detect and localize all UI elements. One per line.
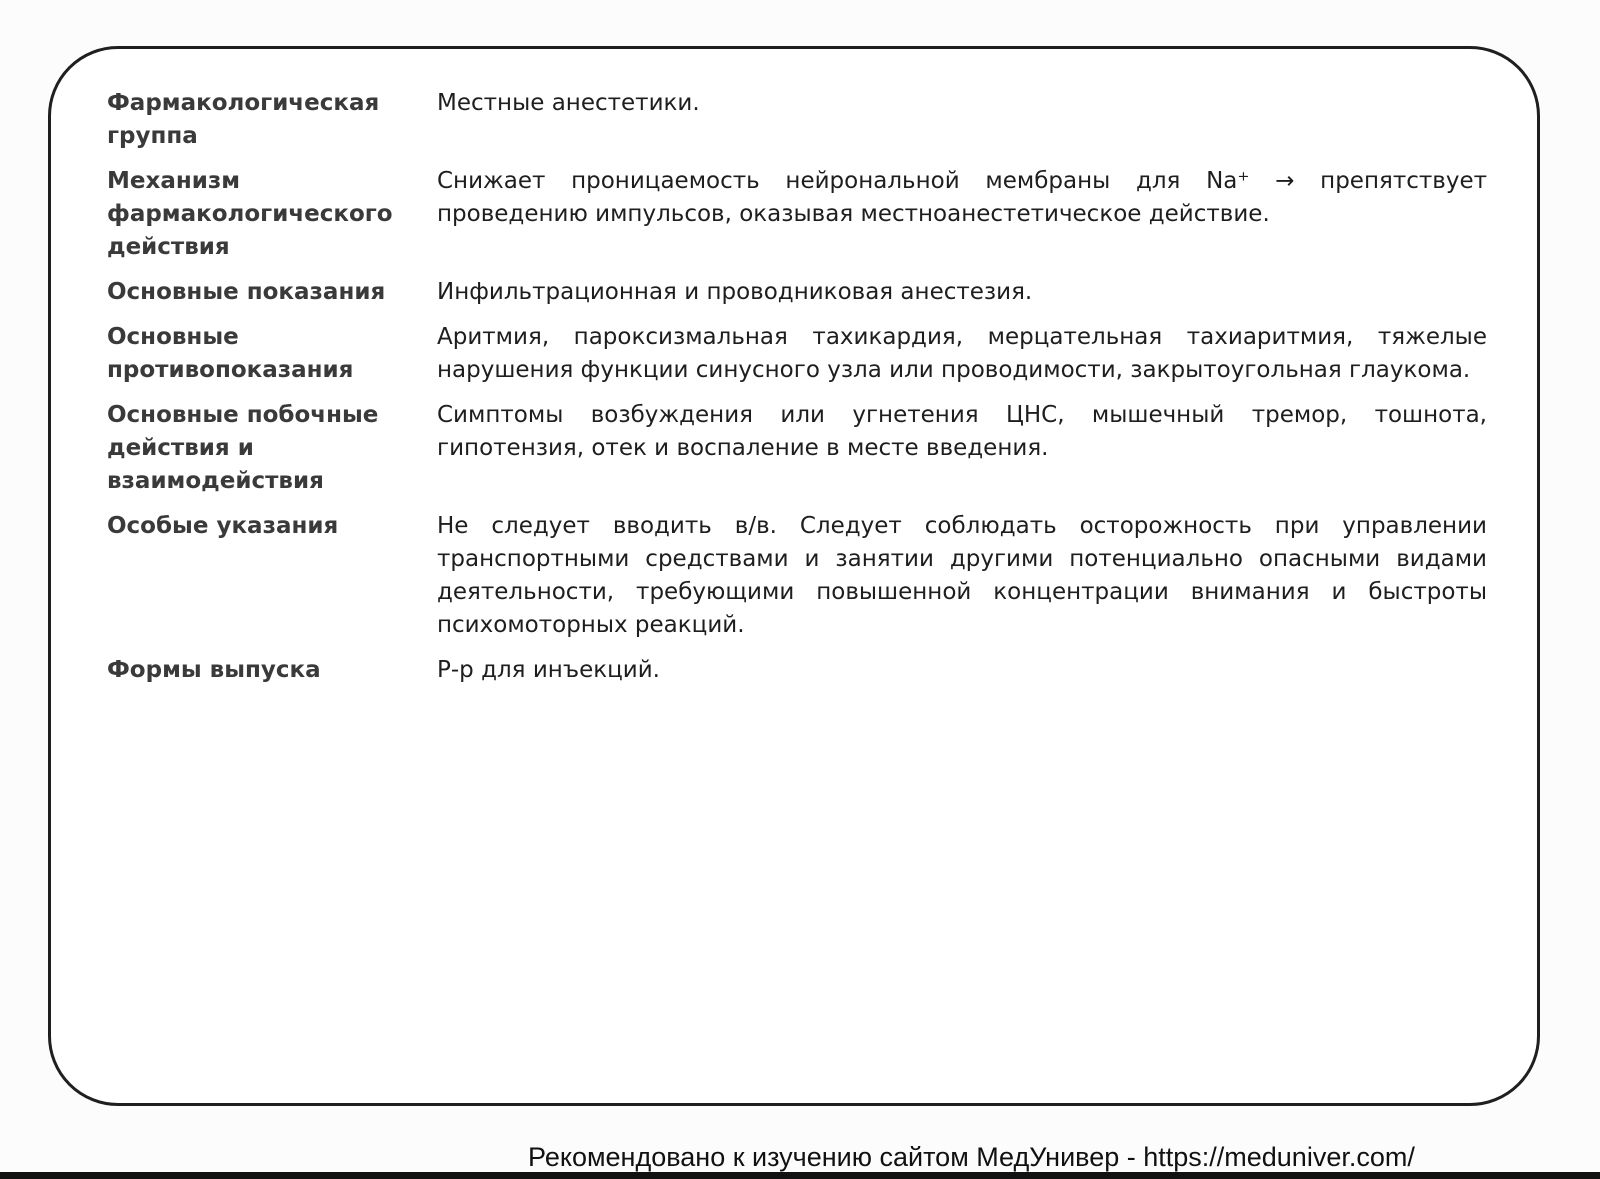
row-value: Симптомы возбуждения или угнетения ЦНС, мышечный тремор, тошнота, гипотензия, отек и воспаление в месте введения. xyxy=(437,402,1487,461)
row-value: Снижает проницаемость нейрональной мембраны для Na⁺ → препятствует проведению импульсов, оказывая местноанестетическое действие. xyxy=(437,168,1487,227)
row-pharmacological-group xyxy=(107,87,1487,153)
row-label: Основные побочные действия и взаимодействия xyxy=(107,402,379,494)
row-label: Особые указания xyxy=(107,513,339,539)
row-label: Фармакологическая группа xyxy=(107,90,380,149)
row-value: Не следует вводить в/в. Следует соблюдать осторожность при управлении транспортными средствами и занятии другими потенциально опасными видами деятельности, требующими повышенной концентрации внимания и быстроты психомоторных реакций. xyxy=(437,513,1487,638)
drug-info-card xyxy=(48,46,1540,1106)
row-value: Местные анестетики. xyxy=(437,90,700,116)
row-indications xyxy=(107,276,1487,309)
drug-info-table xyxy=(107,87,1487,699)
bottom-border xyxy=(0,1172,1600,1179)
row-value: Инфильтрационная и проводниковая анестезия. xyxy=(437,279,1033,305)
row-label: Формы выпуска xyxy=(107,657,321,683)
row-mechanism xyxy=(107,165,1487,264)
row-label: Основные показания xyxy=(107,279,386,305)
row-value: Аритмия, пароксизмальная тахикардия, мерцательная тахиаритмия, тяжелые нарушения функции синусного узла или проводимости, закрытоугольная глаукома. xyxy=(437,324,1487,383)
row-side-effects xyxy=(107,399,1487,498)
row-label: Механизм фармакологического действия xyxy=(107,168,393,260)
row-special-instructions xyxy=(107,510,1487,642)
row-release-forms xyxy=(107,654,1487,687)
row-label: Основные противопоказания xyxy=(107,324,354,383)
row-value: Р-р для инъекций. xyxy=(437,657,660,683)
row-contraindications xyxy=(107,321,1487,387)
footer-recommendation: Рекомендовано к изучению сайтом МедУнивер - https://meduniver.com/ xyxy=(528,1142,1415,1172)
